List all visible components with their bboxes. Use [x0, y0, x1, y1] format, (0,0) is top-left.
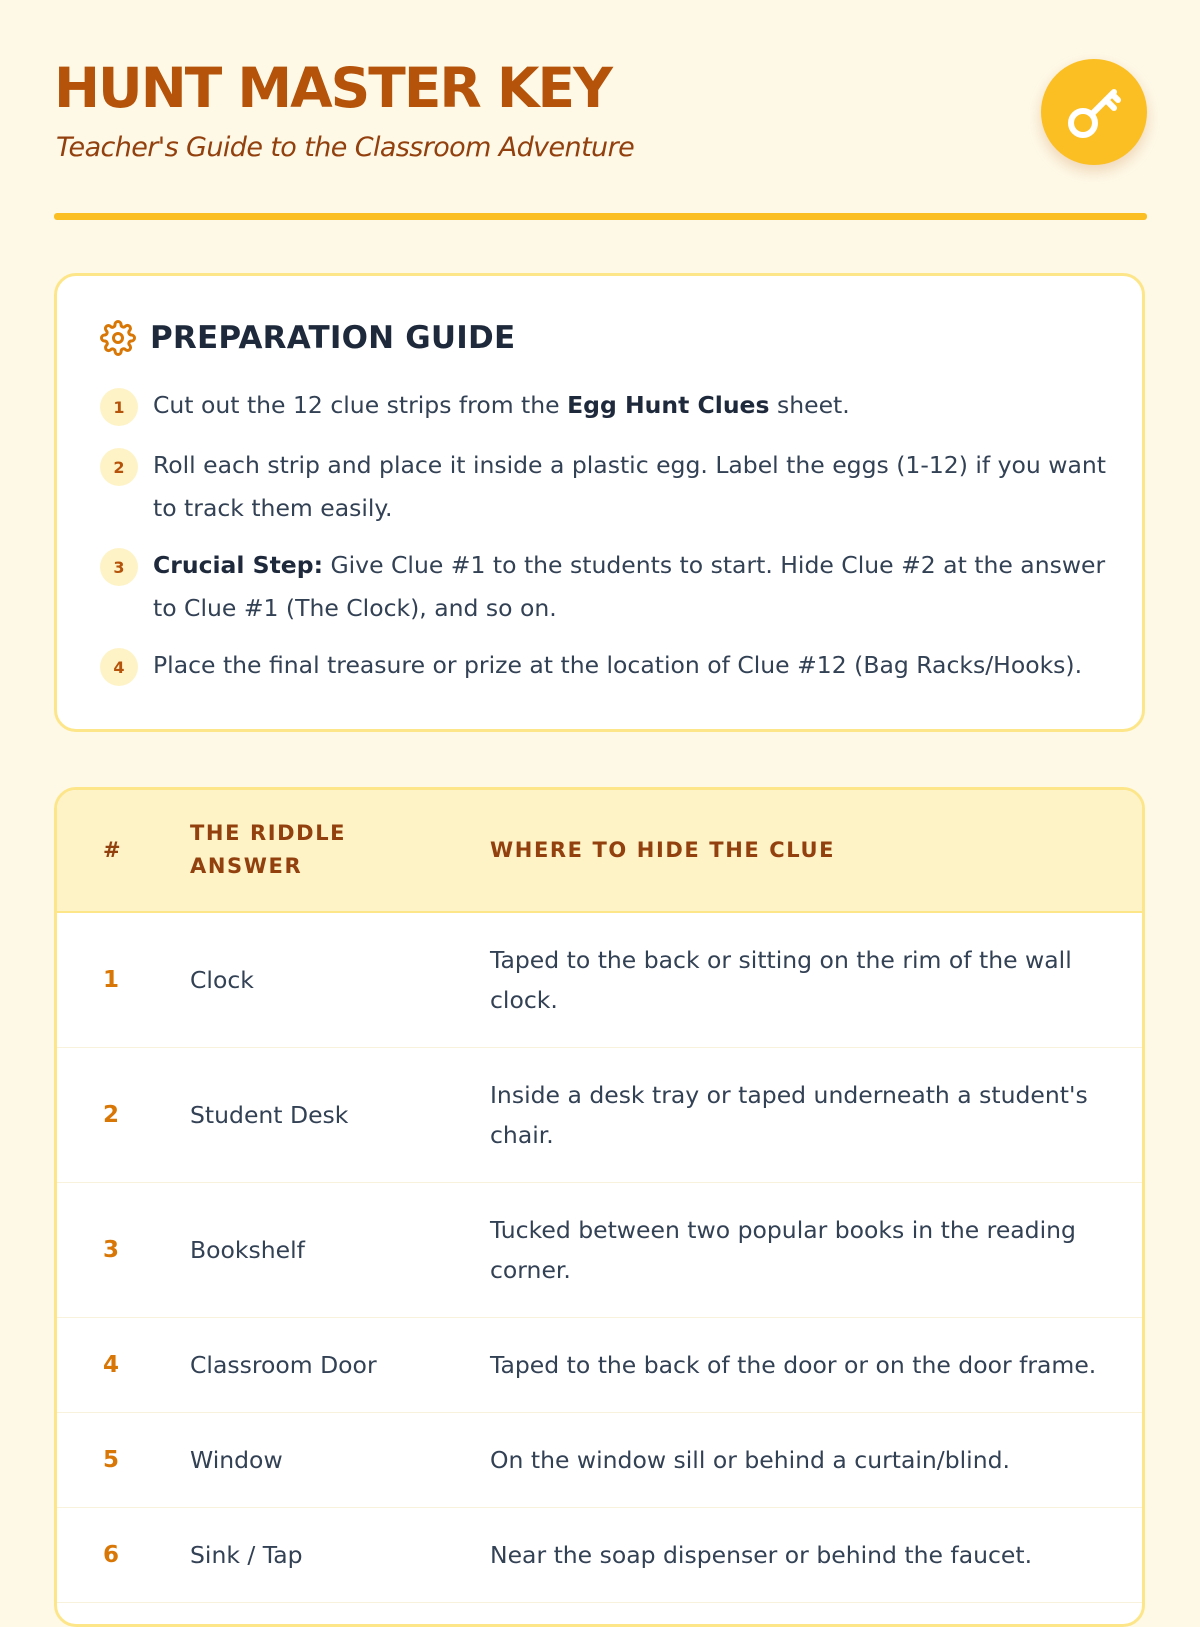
hiding-location: Taped to the back of the door or on the door frame.: [490, 1351, 1097, 1379]
step-number: 4: [100, 648, 138, 686]
table-row: [57, 913, 1142, 1048]
key-badge: [1041, 59, 1147, 165]
row-number: 1: [103, 967, 120, 993]
page-subtitle: Teacher's Guide to the Classroom Adventure: [56, 132, 635, 163]
table-header: [57, 790, 1142, 913]
preparation-guide-title: PREPARATION GUIDE: [150, 320, 516, 356]
hiding-location: Tucked between two popular books in the reading corner.: [490, 1216, 1076, 1284]
riddle-answer: Bookshelf: [190, 1236, 305, 1264]
step-text-part: Place the final treasure or prize at the location of Clue #12 (Bag Racks/Hooks).: [153, 651, 1083, 679]
hiding-spots-table: [54, 787, 1145, 1627]
riddle-answer: Student Desk: [190, 1101, 349, 1129]
column-header-number: #: [103, 838, 123, 862]
key-icon: [1062, 80, 1126, 144]
preparation-guide: [54, 273, 1145, 732]
page-header: [54, 52, 1147, 220]
table-row: [57, 1048, 1142, 1183]
step-text: [153, 444, 1113, 530]
column-header-answer: [190, 817, 346, 883]
table-row: [57, 1508, 1142, 1603]
column-header-answer-line: THE RIDDLE: [190, 821, 347, 845]
row-number: 4: [103, 1352, 120, 1378]
column-header-answer-line: ANSWER: [190, 854, 303, 878]
step-text: [153, 544, 1113, 630]
column-header-where: WHERE TO HIDE THE CLUE: [490, 838, 836, 862]
riddle-answer: Window: [190, 1446, 283, 1474]
preparation-guide-header: [100, 316, 515, 360]
hiding-location: Inside a desk tray or taped underneath a student's chair.: [490, 1081, 1088, 1149]
step-text-part: sheet.: [769, 391, 850, 419]
row-number: 5: [103, 1447, 120, 1473]
riddle-answer: Sink / Tap: [190, 1541, 303, 1569]
step-text-part: Cut out the 12 clue strips from the: [153, 391, 568, 419]
step-text-bold: Egg Hunt Clues: [567, 391, 770, 419]
riddle-answer: Classroom Door: [190, 1351, 377, 1379]
step-text: [153, 384, 1113, 427]
page-title: HUNT MASTER KEY: [54, 56, 611, 120]
row-number: 2: [103, 1102, 120, 1128]
gear-icon: [100, 320, 136, 356]
hiding-location: On the window sill or behind a curtain/blind.: [490, 1446, 1010, 1474]
step-number: 3: [100, 548, 138, 586]
hiding-location: Taped to the back or sitting on the rim of the wall clock.: [490, 946, 1072, 1014]
hiding-location: Near the soap dispenser or behind the faucet.: [490, 1541, 1033, 1569]
step-text-bold: Crucial Step:: [153, 551, 323, 579]
step-text: [153, 644, 1113, 687]
table-row: [57, 1318, 1142, 1413]
step-number: 2: [100, 448, 138, 486]
header-divider: [54, 213, 1147, 220]
step-text-part: Roll each strip and place it inside a plastic egg. Label the eggs (1-12) if you want to track them easily.: [153, 451, 1107, 522]
step-number: 1: [100, 388, 138, 426]
table-row: [57, 1183, 1142, 1318]
step-text-part: Give Clue #1 to the students to start. Hide Clue #2 at the answer to Clue #1 (The Clock), and so on.: [153, 551, 1106, 622]
riddle-answer: Clock: [190, 966, 254, 994]
row-number: 6: [103, 1542, 120, 1568]
row-number: 3: [103, 1237, 120, 1263]
table-row: [57, 1413, 1142, 1508]
